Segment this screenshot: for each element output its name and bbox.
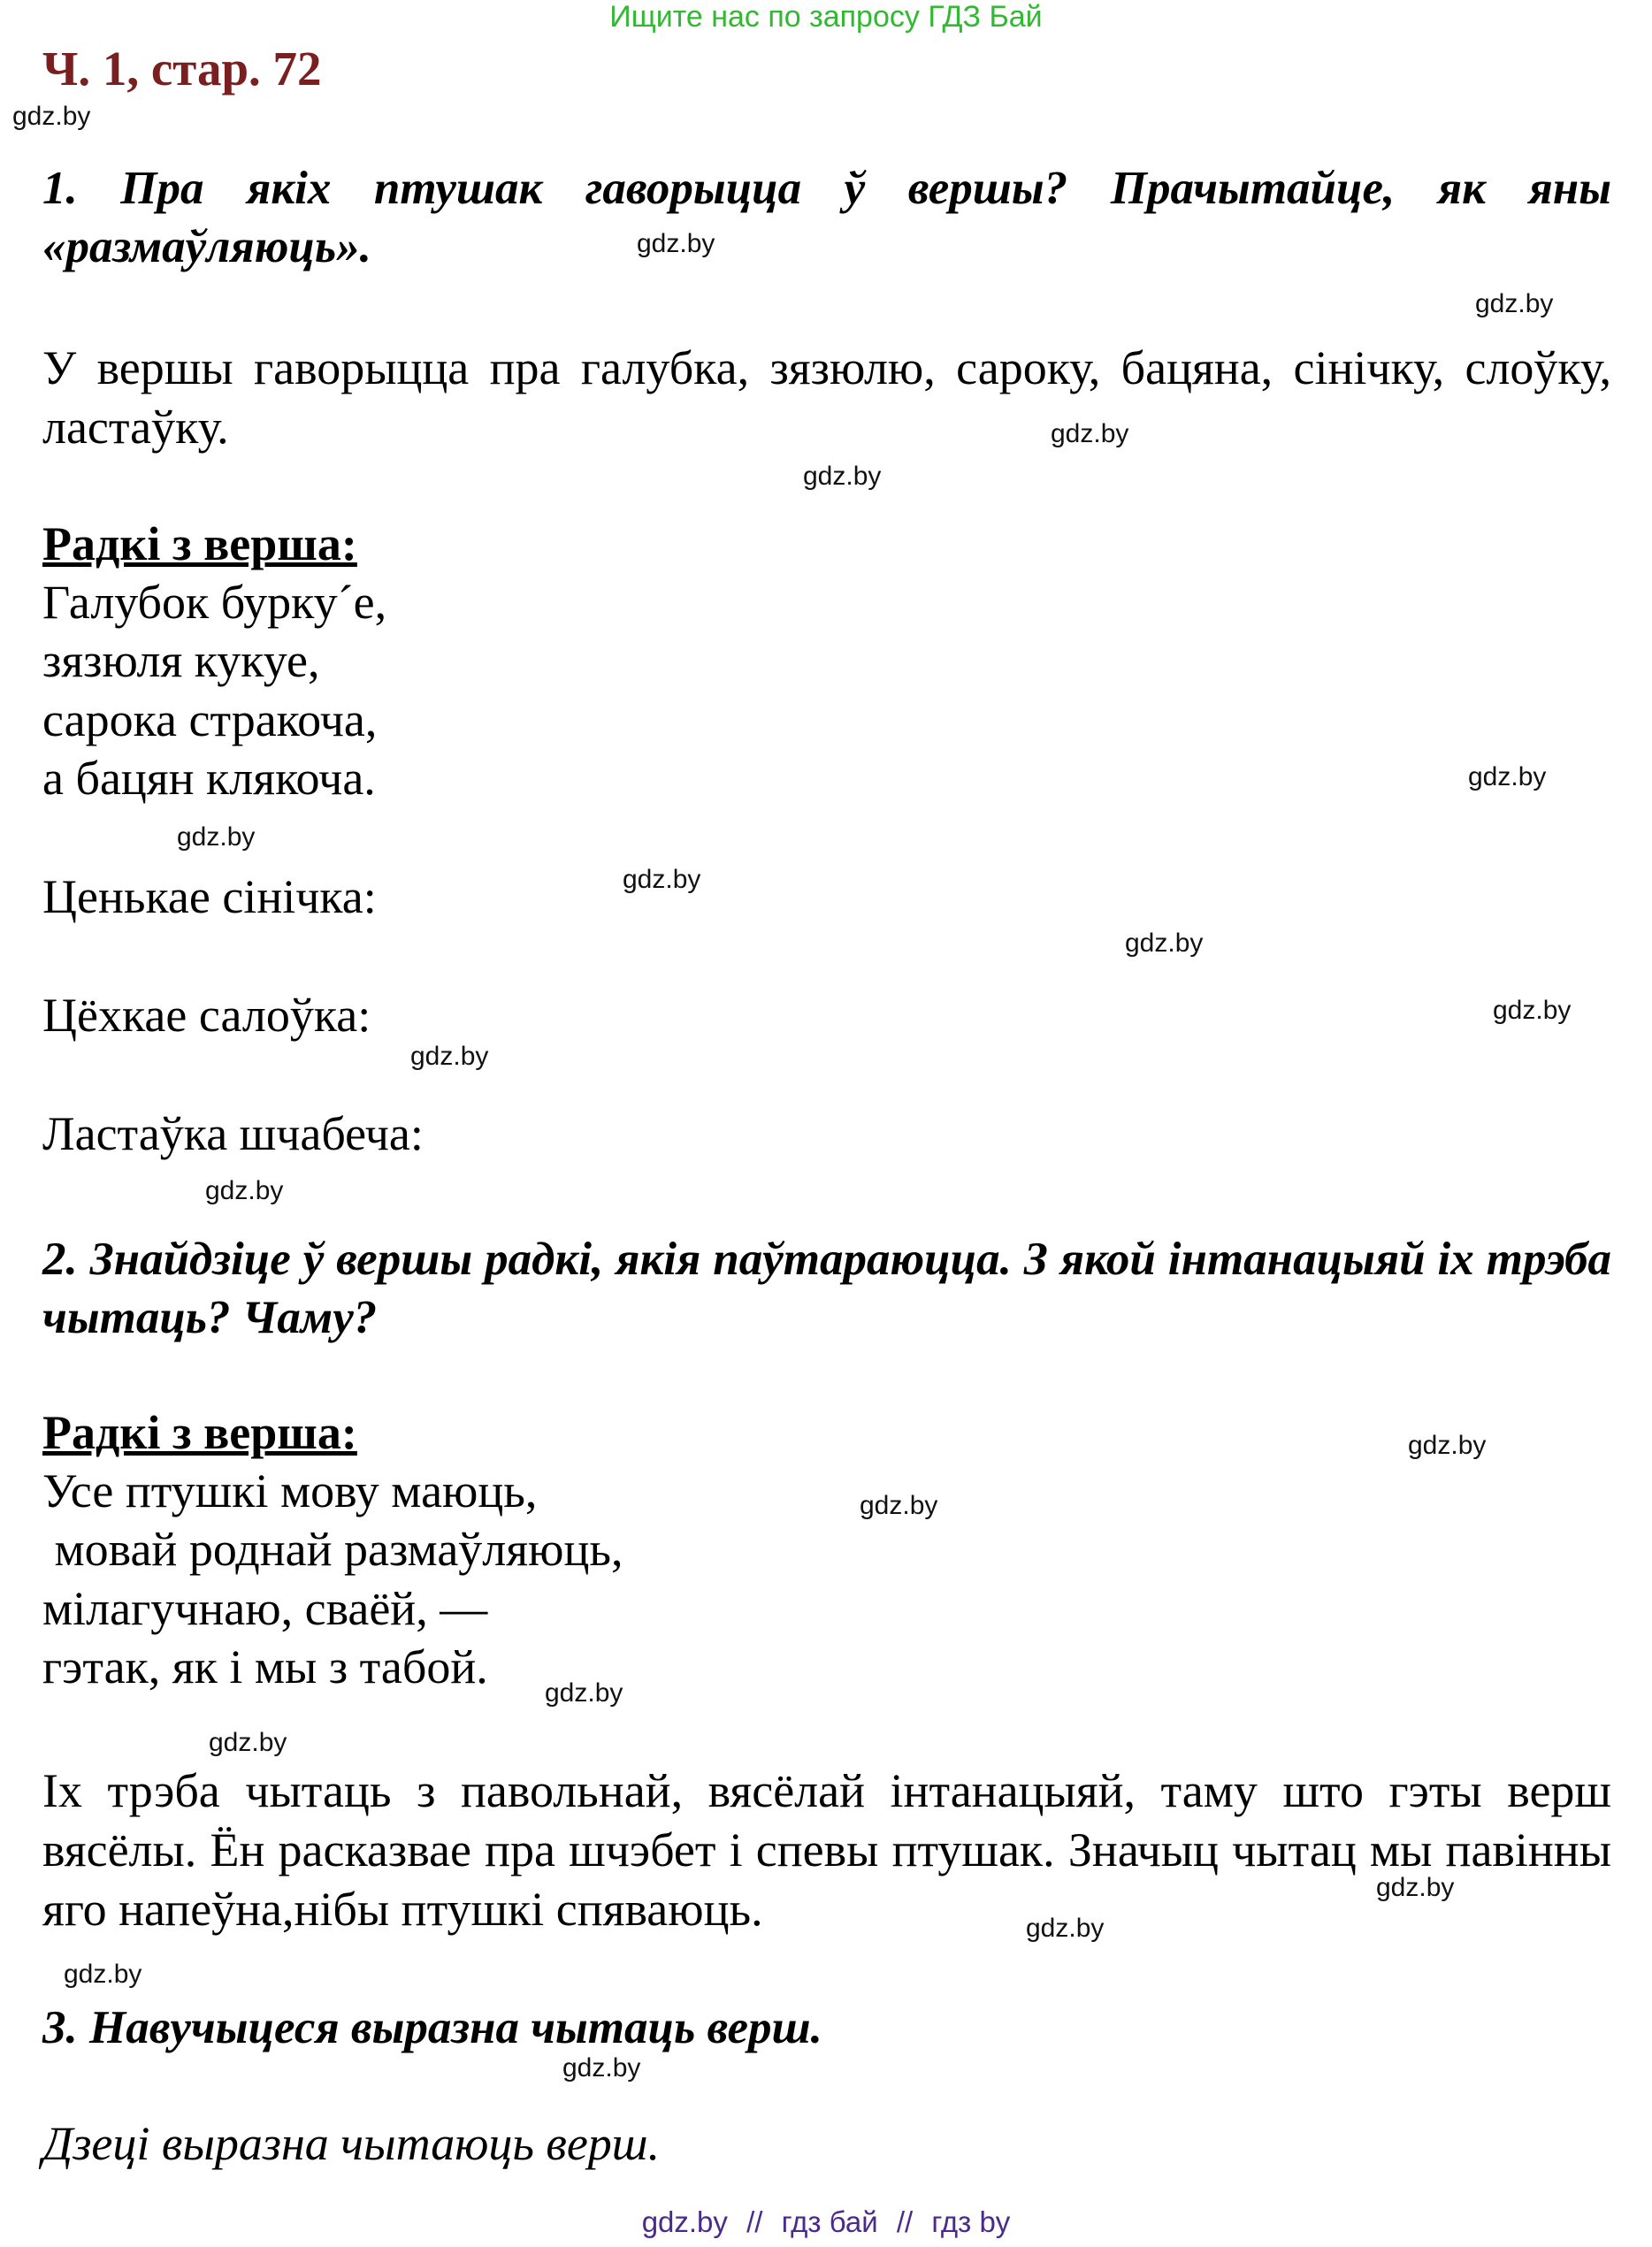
- watermark: gdz.by: [623, 865, 701, 894]
- watermark: gdz.by: [12, 102, 91, 131]
- poem-line: мілагучнаю, сваёй, —: [42, 1582, 488, 1635]
- poem-line: зязюля кукуе,: [42, 634, 320, 687]
- watermark: gdz.by: [562, 2053, 641, 2083]
- poem-line: а бацян клякоча.: [42, 752, 376, 805]
- footer-link[interactable]: гдз by: [931, 2205, 1011, 2238]
- watermark: gdz.by: [1408, 1431, 1487, 1460]
- watermark: gdz.by: [64, 1960, 142, 1989]
- page-title: Ч. 1, стар. 72: [42, 42, 322, 96]
- watermark: gdz.by: [209, 1728, 287, 1757]
- watermark: gdz.by: [637, 229, 715, 258]
- poem-line: мовай роднай размаўляюць,: [42, 1523, 623, 1576]
- footer-link[interactable]: gdz.by: [641, 2205, 728, 2238]
- footer-links: [0, 2205, 1652, 2239]
- watermark: gdz.by: [1475, 289, 1554, 318]
- watermark: gdz.by: [545, 1678, 623, 1708]
- watermark: gdz.by: [205, 1176, 284, 1205]
- watermark: gdz.by: [1376, 1873, 1455, 1902]
- answer-3: Дзеці выразна чытаюць верш.: [42, 2117, 661, 2170]
- watermark: gdz.by: [803, 462, 882, 491]
- watermark: gdz.by: [410, 1042, 489, 1071]
- poem-line: сарока стракоча,: [42, 693, 378, 746]
- answer-2: Іх трэба чытаць з павольнай, вясёлай інтанацыяй, таму што гэты верш вясёлы. Ён расказвае пра шчэбет і спевы птушак. Значыц чытац мы павінны яго напеўна,нібы птушкі спяваюць.: [42, 1764, 1611, 1936]
- poem-line: Ценькае сінічка:: [42, 870, 377, 923]
- poem-line: Галубок бурку´е,: [42, 576, 387, 629]
- poem-line: Усе птушкі мову маюць,: [42, 1464, 538, 1517]
- watermark: gdz.by: [1125, 929, 1204, 958]
- top-banner: Ищите нас по запросу ГДЗ Бай: [609, 0, 1043, 34]
- watermark: gdz.by: [860, 1491, 938, 1520]
- poem-line: гэтак, як і мы з табой.: [42, 1640, 488, 1693]
- footer-separator: //: [746, 2205, 763, 2238]
- question-2: 2. Знайдзіце ў вершы радкі, якія паўтараюцца. З якой інтанацыяй іх трэба чытаць? Чаму?: [42, 1234, 1611, 1343]
- poem-line: Ластаўка шчабеча:: [42, 1107, 424, 1160]
- section-heading-1: Радкі з верша:: [42, 517, 357, 570]
- footer-link[interactable]: гдз бай: [781, 2205, 878, 2238]
- watermark: gdz.by: [1493, 996, 1572, 1025]
- poem-line: Цёхкае салоўка:: [42, 989, 371, 1042]
- watermark: gdz.by: [177, 822, 256, 852]
- question-3: 3. Навучыцеся выразна чытаць верш.: [42, 2002, 822, 2053]
- question-1: 1. Пра якіх птушак гаворыцца ў вершы? Прачытайце, як яны «размаўляюць».: [42, 163, 1611, 272]
- watermark: gdz.by: [1468, 762, 1547, 791]
- answer-1: У вершы гаворыцца пра галубка, зязюлю, сароку, бацяна, сінічку, слоўку, ластаўку.: [42, 341, 1611, 454]
- watermark: gdz.by: [1026, 1914, 1105, 1943]
- footer-separator: //: [896, 2205, 914, 2238]
- watermark: gdz.by: [1051, 419, 1129, 448]
- section-heading-2: Радкі з верша:: [42, 1406, 357, 1459]
